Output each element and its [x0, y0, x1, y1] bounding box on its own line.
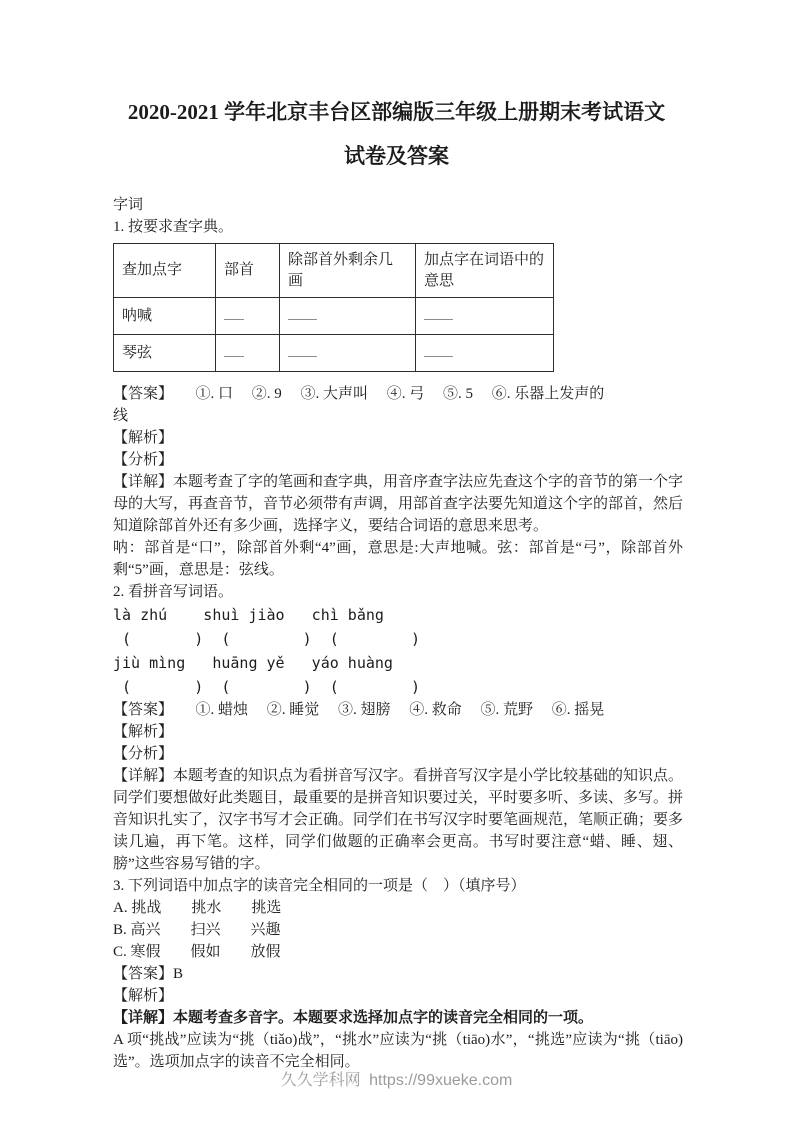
- q2-pinyin-row1: là zhú shuì jiào chì bǎng: [113, 606, 384, 624]
- table-cell-blank: [416, 298, 554, 335]
- dictionary-lookup-table: [113, 243, 554, 372]
- section-heading: 字词: [113, 197, 144, 213]
- blank-line: [424, 343, 453, 357]
- table-row: [114, 335, 554, 372]
- q2-jiexi-label: 【解析】: [113, 724, 174, 740]
- table-cell-word: 琴弦: [114, 335, 216, 372]
- exam-title: [0, 0, 793, 170]
- q3-option-a: A. 挑战 挑水 挑选: [113, 900, 282, 916]
- q1-answer-line2: 线: [113, 408, 129, 424]
- blank-line: [224, 343, 244, 357]
- blank-line: [224, 306, 244, 320]
- question-2-prompt: 2. 看拼音写词语。: [113, 584, 234, 600]
- blank-line: [288, 343, 317, 357]
- q3-detail-line1: 【详解】本题考查多音字。本题要求选择加点字的读音完全相同的一项。: [113, 1010, 594, 1026]
- footer-site-name: 久久学科网: [280, 1072, 361, 1089]
- q3-answer-line: 【答案】B: [113, 966, 184, 982]
- q2-detail-paragraph: 【详解】本题考查的知识点为看拼音写汉字。看拼音写汉字是小学比较基础的知识点。同学们要想做好此类题目，最重要的是拼音知识要过关，平时要多听、多读、多写。拼音知识扎实了，汉字书写才会正确。同学们在书写汉字时要笔画规范，笔顺正确；要多读几遍，再下笔。这样，同学们做题的正确率会更高。书写时要注意“蜡、睡、翅、膀”这些容易写错的字。: [113, 768, 684, 872]
- q1-detail-paragraph2: 呐：部首是“口”，除部首外剩“4”画，意思是:大声地喊。弦：部首是“弓”，除部首外剩“5”画，意思是：弦线。: [113, 540, 683, 578]
- q3-option-c: C. 寒假 假如 放假: [113, 944, 281, 960]
- q3-detail-line2: A 项“挑战”应读为“挑（tiǎo)战”，“挑水”应读为“挑（tiāo)水”，“挑选”应读为“挑（tiāo)选”。选项加点字的读音不完全相同。: [113, 1032, 683, 1070]
- q3-option-b: B. 高兴 扫兴 兴趣: [113, 922, 281, 938]
- table-cell-blank: [280, 298, 416, 335]
- table-cell-blank: [416, 335, 554, 372]
- q2-answer-line: 【答案】 ①. 蜡烛 ②. 睡觉 ③. 翅膀 ④. 救命 ⑤. 荒野 ⑥. 摇晃: [113, 702, 605, 718]
- table-header-meaning: 加点字在词语中的意思: [416, 244, 554, 298]
- q1-jiexi-label: 【解析】: [113, 430, 174, 446]
- footer-site-url: https://99xueke.com: [369, 1072, 513, 1089]
- table-cell-blank: [216, 298, 280, 335]
- q2-paren-row1: ( ) ( ) ( ): [113, 630, 421, 648]
- table-header-row: [114, 244, 554, 298]
- exam-title-line2: 试卷及答案: [344, 144, 449, 168]
- q1-fenxi-label: 【分析】: [113, 452, 174, 468]
- q3-jiexi-label: 【解析】: [113, 988, 174, 1004]
- question-1-prompt: 1. 按要求查字典。: [113, 219, 234, 235]
- q2-paren-row2: ( ) ( ) ( ): [113, 678, 421, 696]
- table-cell-word: 呐喊: [114, 298, 216, 335]
- q2-pinyin-row2: jiù mìng huāng yě yáo huàng: [113, 654, 393, 672]
- table-header-strokes: 除部首外剩余几画: [280, 244, 416, 298]
- table-row: [114, 298, 554, 335]
- blank-line: [288, 306, 317, 320]
- table-header-radical: 部首: [216, 244, 280, 298]
- blank-line: [424, 306, 453, 320]
- table-cell-blank: [280, 335, 416, 372]
- exam-body: [113, 194, 683, 1073]
- table-cell-blank: [216, 335, 280, 372]
- q1-detail-paragraph: 【详解】本题考查了字的笔画和查字典，用音序查字法应先查这个字的音节的第一个字母的大写，再查音节，音节必须带有声调，用部首查字法要先知道这个字的部首，然后知道除部首外还有多少画，选择字义，要结合词语的意思来思考。: [113, 474, 684, 534]
- q1-answer-line1: 【答案】 ①. 口 ②. 9 ③. 大声叫 ④. 弓 ⑤. 5 ⑥. 乐器上发声的: [113, 386, 605, 402]
- question-3-prompt: 3. 下列词语中加点字的读音完全相同的一项是（ ）（填序号）: [113, 878, 526, 894]
- exam-title-line1: 2020-2021 学年北京丰台区部编版三年级上册期末考试语文: [127, 100, 666, 124]
- table-header-word: 查加点字: [114, 244, 216, 298]
- q2-fenxi-label: 【分析】: [113, 746, 174, 762]
- footer-watermark: [0, 1067, 793, 1090]
